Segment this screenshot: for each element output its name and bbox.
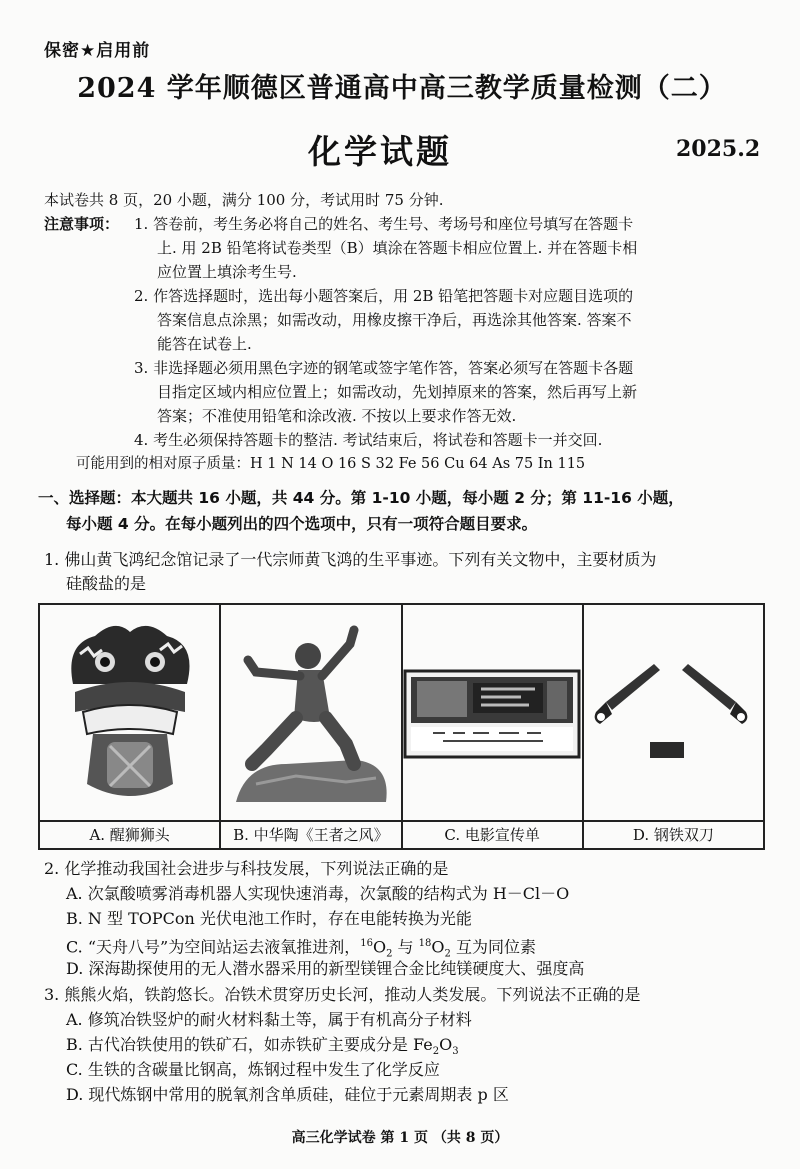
- section-title: 一、选择题：本大题共 16 小题，共 44 分。第 1-10 小题，每小题 2 分；第 11-16 小题，: [38, 489, 684, 507]
- question-3-option-c: C. 生铁的含碳量比钢高，炼钢过程中发生了化学反应: [66, 1060, 440, 1079]
- option-d-caption: D. 钢铁双刀: [584, 820, 763, 848]
- note-line: 3. 非选择题必须用黑色字迹的钢笔或签字笔作答，答案必须写在答题卡各题: [134, 359, 634, 377]
- question-1-figure-table: [38, 603, 765, 850]
- note-line: 答案信息点涂黑；如需改动，用橡皮擦干净后，再选涂其他答案. 答案不: [157, 311, 632, 329]
- option-c-cell: [403, 605, 584, 848]
- exam-date: 2025.2: [676, 136, 761, 162]
- exam-summary: 本试卷共 8 页，20 小题，满分 100 分，考试用时 75 分钟.: [44, 191, 444, 209]
- section-title-cont: 每小题 4 分。在每小题列出的四个选项中，只有一项符合题目要求。: [66, 515, 538, 533]
- note-line: 答案；不准使用铅笔和涂改液. 不按以上要求作答无效.: [157, 407, 517, 425]
- option-c-caption: C. 电影宣传单: [403, 820, 582, 848]
- atomic-masses: 可能用到的相对原子质量：H 1 N 14 O 16 S 32 Fe 56 Cu 64 As 75 In 115: [76, 456, 586, 472]
- option-d-cell: [584, 605, 763, 848]
- note-line: 2. 作答选择题时，选出每小题答案后，用 2B 铅笔把答题卡对应题目选项的: [134, 287, 634, 305]
- question-3-stem: 3. 熊熊火焰，铁韵悠长。冶铁术贯穿历史长河，推动人类发展。下列说法不正确的是: [44, 985, 641, 1004]
- option-a-caption: A. 醒狮狮头: [40, 820, 219, 848]
- note-line: 能答在试卷上.: [157, 335, 252, 353]
- option-b-caption: B. 中华陶《王者之风》: [221, 820, 400, 848]
- question-1-stem: 1. 佛山黄飞鸿纪念馆记录了一代宗师黄飞鸿的生平事迹。下列有关文物中，主要材质为: [44, 550, 657, 569]
- subject-title: 化学试题: [308, 132, 452, 171]
- note-line: 1. 答卷前，考生务必将自己的姓名、考生号、考场号和座位号填写在答题卡: [134, 215, 634, 233]
- confidential-label: 保密★启用前: [44, 41, 151, 61]
- question-2-option-d: D. 深海勘探使用的无人潜水器采用的新型镁锂合金比纯镁硬度大、强度高: [66, 959, 585, 978]
- question-2-stem: 2. 化学推动我国社会进步与科技发展，下列说法正确的是: [44, 859, 449, 878]
- question-3-option-d: D. 现代炼钢中常用的脱氧剂含单质硅，硅位于元素周期表 p 区: [66, 1085, 509, 1104]
- question-3-option-a: A. 修筑冶铁竖炉的耐火材料黏土等，属于有机高分子材料: [66, 1010, 472, 1029]
- question-2-option-c: C. “天舟八号”为空间站运去液氧推进剂，$^{16}O_2$ 与 $^{18}O_2$ 互为同位素: [66, 937, 536, 960]
- question-3-option-b: B. 古代冶铁使用的铁矿石，如赤铁矿主要成分是 $Fe_2O_3$: [66, 1035, 459, 1058]
- page-footer: 高三化学试卷 第 1 页 （共 8 页）: [291, 1130, 509, 1146]
- note-line: 应位置上填涂考生号.: [157, 263, 297, 281]
- movie-poster-icon: [403, 605, 582, 823]
- question-2-option-a: A. 次氯酸喷雾消毒机器人实现快速消毒，次氯酸的结构式为 H－Cl－O: [66, 884, 570, 903]
- option-a-cell: [40, 605, 221, 848]
- note-line: 4. 考生必须保持答题卡的整洁. 考试结束后，将试卷和答题卡一并交回.: [134, 431, 603, 449]
- note-line: 上. 用 2B 铅笔将试卷类型（B）填涂在答题卡相应位置上. 并在答题卡相: [157, 239, 638, 257]
- pottery-statue-icon: [221, 605, 400, 823]
- option-b-cell: [221, 605, 402, 848]
- lion-head-icon: [40, 605, 219, 823]
- exam-title: 2024 学年顺德区普通高中高三教学质量检测（二）: [77, 73, 727, 104]
- question-1-stem-cont: 硅酸盐的是: [66, 574, 147, 593]
- note-line: 目指定区域内相应位置上；如需改动，先划掉原来的答案，然后再写上新: [157, 383, 638, 401]
- question-2-option-b: B. N 型 TOPCon 光伏电池工作时，存在电能转换为光能: [66, 909, 472, 928]
- twin-swords-icon: [584, 605, 763, 823]
- notes-label: 注意事项：: [44, 215, 120, 233]
